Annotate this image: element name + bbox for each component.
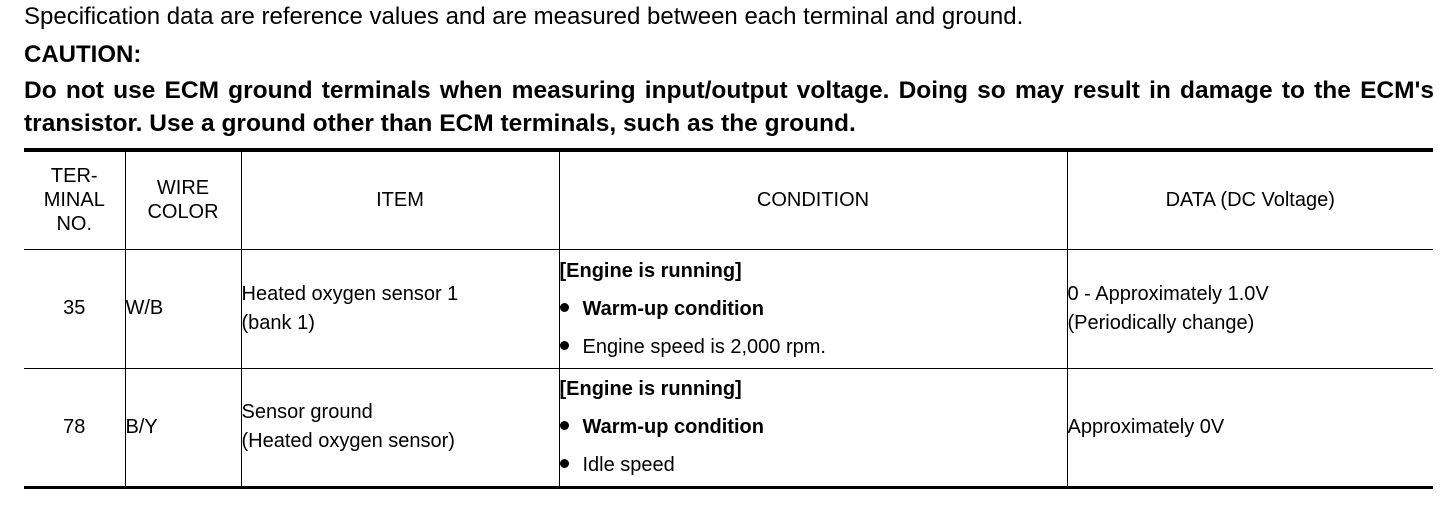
header-wire-line: WIRE: [156, 177, 210, 200]
item-cell: [241, 368, 559, 487]
header-terminal-no: [24, 150, 125, 249]
condition-cell: [559, 249, 1067, 368]
header-terminal-line: MINAL: [43, 189, 105, 212]
condition-item: [560, 408, 1067, 446]
condition-item: [560, 446, 1067, 484]
wire-color-cell: B/Y: [125, 368, 241, 487]
item-line: (bank 1): [241, 311, 315, 334]
header-data: DATA (DC Voltage): [1067, 150, 1433, 249]
condition-item-text: Engine speed is 2,000 rpm.: [582, 335, 826, 358]
header-wire-line: COLOR: [147, 201, 219, 224]
intro-text: Specification data are reference values and are measured between each terminal and ground.: [24, 3, 1024, 30]
bullet-icon: [560, 459, 569, 468]
caution-body: Do not use ECM ground terminals when measuring input/output voltage. Doing so may result in damage to the ECM's transistor. Use a ground other than ECM terminals, such as the ground.: [24, 77, 1434, 137]
header-terminal-line: TER-: [50, 165, 98, 188]
condition-item-text: Warm-up condition: [582, 416, 764, 438]
terminal-cell: 35: [24, 249, 125, 368]
data-line: (Periodically change): [1067, 311, 1255, 334]
spec-table: [24, 148, 1433, 489]
table-header-row: [24, 150, 1433, 249]
condition-heading: [Engine is running]: [559, 378, 742, 400]
bullet-icon: [560, 421, 569, 430]
condition-cell: [559, 368, 1067, 487]
item-line: Heated oxygen sensor 1: [241, 282, 459, 305]
condition-item: [560, 328, 1067, 366]
data-cell: [1067, 249, 1433, 368]
caution-title: CAUTION:: [24, 41, 142, 68]
item-line: (Heated oxygen sensor): [241, 430, 455, 452]
condition-heading: [Engine is running]: [559, 259, 742, 282]
data-line: Approximately 0V: [1067, 415, 1225, 438]
header-item: ITEM: [241, 150, 559, 249]
condition-item-text: Idle speed: [582, 454, 675, 476]
header-terminal-line: NO.: [56, 213, 93, 236]
condition-item: [560, 290, 1067, 328]
header-wire-color: [125, 150, 241, 249]
condition-item-text: Warm-up condition: [582, 297, 764, 320]
table-row: [24, 368, 1433, 487]
bullet-icon: [560, 341, 569, 350]
terminal-cell: 78: [24, 368, 125, 487]
bullet-icon: [560, 303, 569, 312]
data-cell: [1067, 368, 1433, 487]
item-line: Sensor ground: [241, 401, 373, 423]
table-row: [24, 249, 1433, 368]
header-condition: CONDITION: [559, 150, 1067, 249]
item-cell: [241, 249, 559, 368]
data-line: 0 - Approximately 1.0V: [1067, 282, 1269, 305]
wire-color-cell: W/B: [125, 249, 241, 368]
